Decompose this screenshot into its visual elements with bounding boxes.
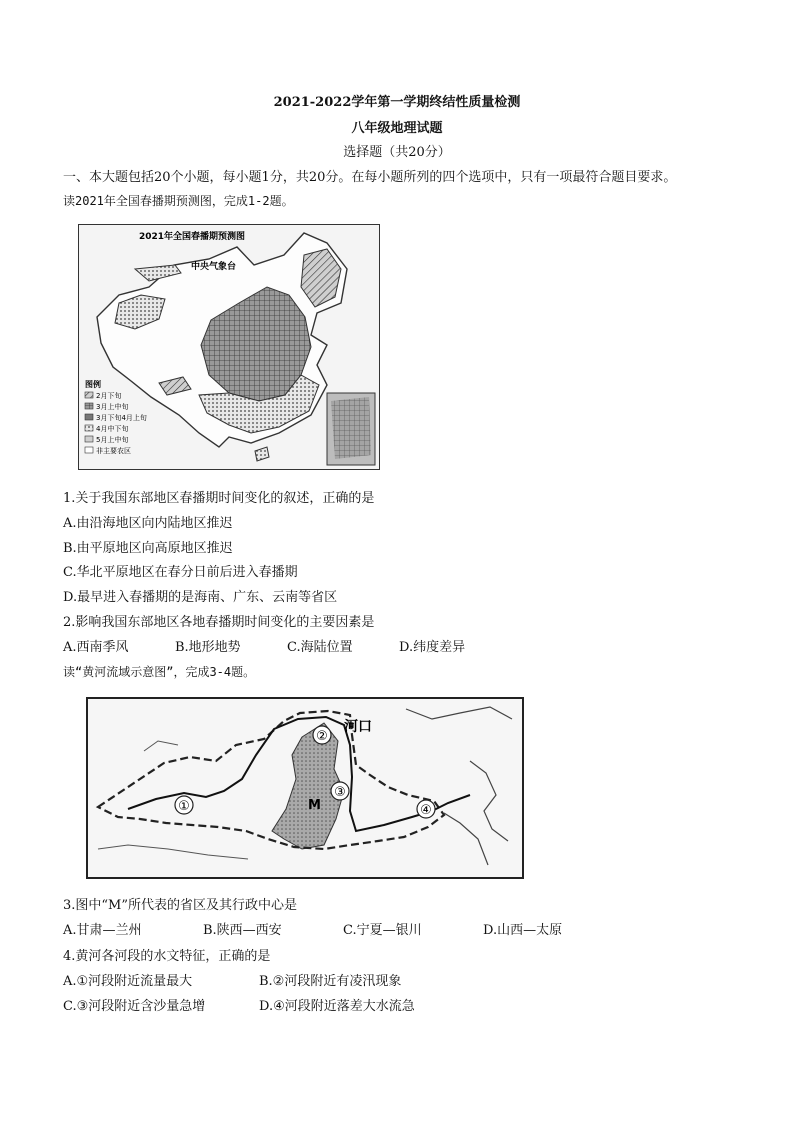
legend-item: 5月上中旬 <box>96 436 129 444</box>
q4-options-row1 <box>63 970 401 989</box>
q1-stem: 1.关于我国东部地区春播期时间变化的叙述，正确的是 <box>63 491 375 506</box>
label-hekou: 河口 <box>344 719 372 735</box>
spring-sowing-map <box>78 224 380 470</box>
q2-option-c[interactable]: C.海陆位置 <box>287 640 353 655</box>
legend-item: 3月下旬4月上旬 <box>96 414 147 422</box>
q1-option-c[interactable]: C.华北平原地区在春分日前后进入春播期 <box>63 565 298 580</box>
q4-stem: 4.黄河各河段的水文特征，正确的是 <box>63 949 271 964</box>
legend-item: 2月下旬 <box>96 392 122 400</box>
yellow-river-map <box>86 697 524 879</box>
q3-option-c[interactable]: C.宁夏—银川 <box>343 923 422 938</box>
section-title: 选择题（共20分） <box>343 145 451 160</box>
q4-option-d[interactable]: D.④河段附近落差大水流急 <box>259 999 415 1014</box>
exam-subtitle: 八年级地理试题 <box>351 121 443 136</box>
legend-title: 图例 <box>85 380 101 389</box>
map1-source: 中央气象台 <box>191 262 237 272</box>
marker-3: ③ <box>334 785 346 800</box>
q4-option-b[interactable]: B.②河段附近有凌汛现象 <box>259 974 402 989</box>
q3-option-a[interactable]: A.甘肃—兰州 <box>63 923 142 938</box>
q3-stem: 3.图中“M”所代表的省区及其行政中心是 <box>63 898 298 913</box>
legend-item: 3月上中旬 <box>96 403 129 411</box>
marker-4: ④ <box>420 803 432 818</box>
instruction: 一、本大题包括20个小题，每小题1分，共20分。在每小题所列的四个选项中，只有一项最符合题目要求。 <box>63 170 677 185</box>
q2-stem: 2.影响我国东部地区各地春播期时间变化的主要因素是 <box>63 615 375 630</box>
q1-option-b[interactable]: B.由平原地区向高原地区推迟 <box>63 541 233 556</box>
legend-item: 非主要农区 <box>96 447 131 455</box>
q1-option-a[interactable]: A.由沿海地区向内陆地区推迟 <box>63 516 233 531</box>
legend-item: 4月中下旬 <box>96 425 129 433</box>
q2-option-d[interactable]: D.纬度差异 <box>399 640 466 655</box>
map1-title: 2021年全国春播期预测图 <box>139 232 246 242</box>
label-m: M <box>308 798 321 813</box>
marker-2: ② <box>316 729 328 744</box>
exam-title: 2021-2022学年第一学期终结性质量检测 <box>273 95 521 110</box>
q3-options <box>63 919 562 938</box>
q1-option-d[interactable]: D.最早进入春播期的是海南、广东、云南等省区 <box>63 590 338 605</box>
read-instruction-2: 读“黄河流域示意图”，完成3-4题。 <box>63 665 256 679</box>
q2-option-a[interactable]: A.西南季风 <box>63 640 129 655</box>
q4-option-a[interactable]: A.①河段附近流量最大 <box>63 974 193 989</box>
q3-option-b[interactable]: B.陕西—西安 <box>203 923 282 938</box>
q3-option-d[interactable]: D.山西—太原 <box>483 923 563 938</box>
q2-option-b[interactable]: B.地形地势 <box>175 640 241 655</box>
q4-option-c[interactable]: C.③河段附近含沙量急增 <box>63 999 206 1014</box>
q2-options <box>63 636 465 655</box>
read-instruction-1: 读2021年全国春播期预测图，完成1-2题。 <box>63 194 294 208</box>
marker-1: ① <box>178 799 190 814</box>
q4-options-row2 <box>63 995 415 1014</box>
